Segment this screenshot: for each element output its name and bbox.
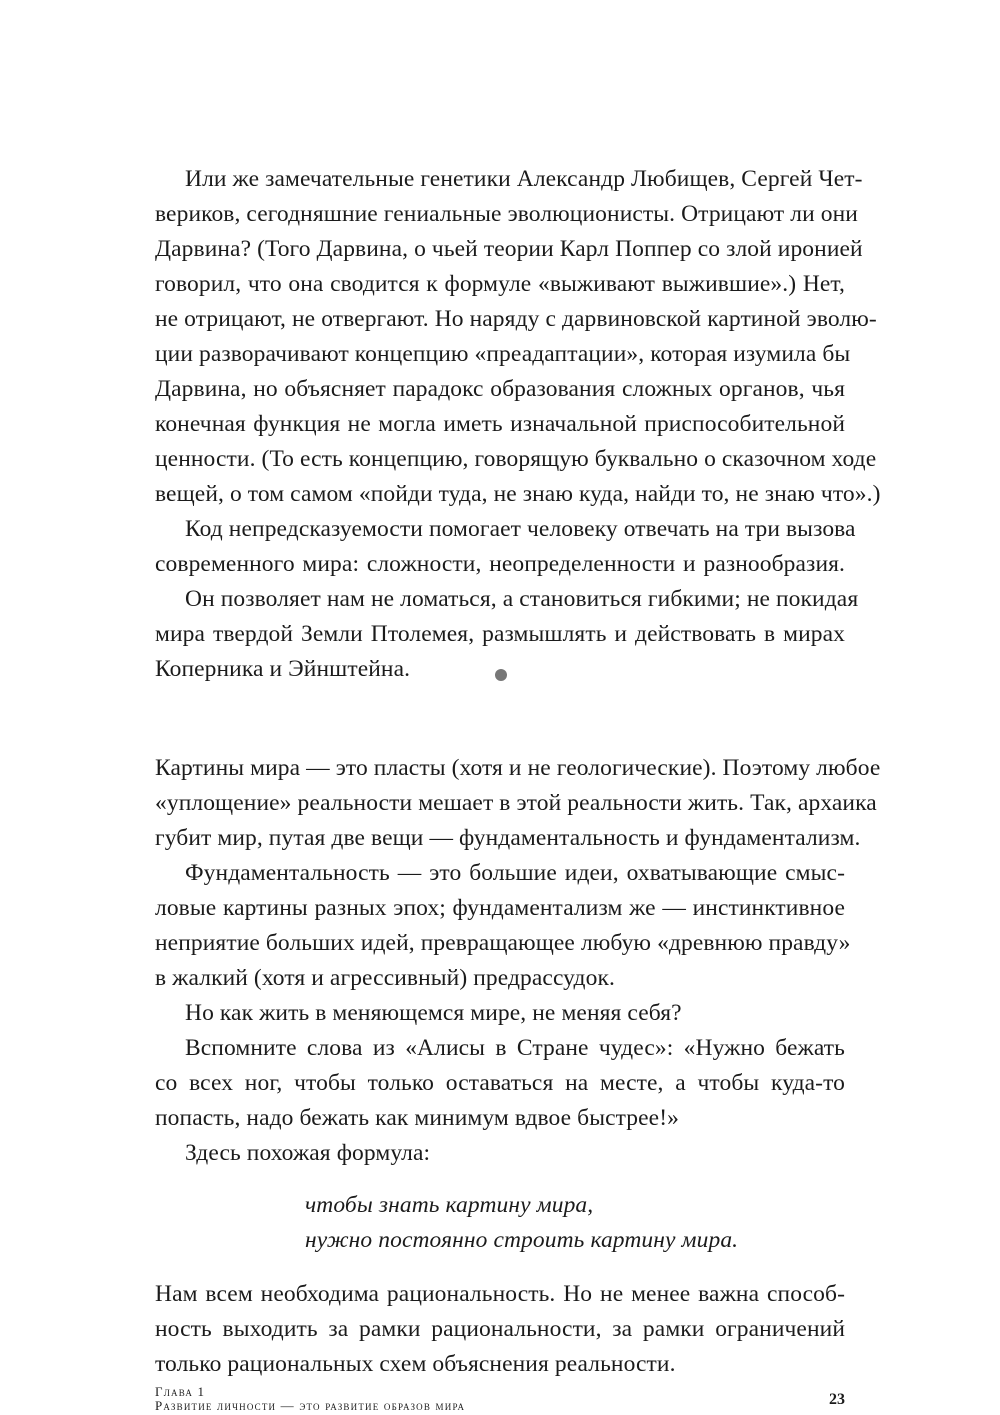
text-line: только рациональных схем объяснения реальности. — [155, 1351, 676, 1377]
text-line: конечная функция не могла иметь изначальной приспособительной — [155, 411, 845, 437]
text-line: мира твердой Земли Птолемея, размышлять и действовать в мирах — [155, 621, 845, 647]
footer-chapter-title: Развитие личности — это развитие образов мира — [155, 1398, 466, 1413]
text-line: Фундаментальность — это большие идеи, охватывающие смыс- — [185, 860, 845, 886]
quote-line: чтобы знать картину мира, — [305, 1192, 594, 1218]
book-page — [155, 0, 881, 1415]
text-line: ность выходить за рамки рациональности, за рамки ограничений — [155, 1316, 845, 1342]
text-line: не отрицают, не отвергают. Но наряду с дарвиновской картиной эволю- — [155, 306, 877, 332]
text-line: говорил, что она сводится к формуле «выживают выжившие».) Нет, — [155, 271, 845, 297]
text-line: в жалкий (хотя и агрессивный) предрассудок. — [155, 965, 615, 991]
page-number: 23 — [829, 1391, 845, 1408]
text-line: Дарвина, но объясняет парадокс образования сложных органов, чья — [155, 376, 845, 402]
text-line: ценности. (То есть концепцию, говорящую буквально о сказочном ходе — [155, 446, 877, 472]
text-line: современного мира: сложности, неопределенности и разнообразия. — [155, 551, 845, 577]
text-line: губит мир, путая две вещи — фундаментальность и фундаментализм. — [155, 825, 861, 851]
text-line: Нам всем необходима рациональность. Но не менее важна способ- — [155, 1281, 845, 1307]
text-line: попасть, надо бежать как минимум вдвое быстрее!» — [155, 1105, 679, 1131]
text-line: вещей, о том самом «пойди туда, не знаю куда, найди то, не знаю что».) — [155, 481, 881, 507]
text-line: Картины мира — это пласты (хотя и не геологические). Поэтому любое — [155, 755, 881, 781]
text-line: Дарвина? (Того Дарвина, о чьей теории Карл Поппер со злой иронией — [155, 236, 863, 262]
section-separator-dot — [495, 669, 507, 681]
footer-chapter: Глава 1 — [155, 1384, 206, 1399]
text-line: Или же замечательные генетики Александр Любищев, Сергей Чет- — [185, 166, 863, 192]
text-line: Вспомните слова из «Алисы в Стране чудес»: «Нужно бежать — [185, 1035, 845, 1061]
text-line: «уплощение» реальности мешает в этой реальности жить. Так, архаика — [155, 790, 877, 816]
text-line: Код непредсказуемости помогает человеку отвечать на три вызова — [185, 516, 856, 542]
text-line: вериков, сегодняшние гениальные эволюционисты. Отрицают ли они — [155, 201, 858, 227]
text-line: ловые картины разных эпох; фундаментализм же — инстинктивное — [155, 895, 845, 921]
quote-line: нужно постоянно строить картину мира. — [305, 1227, 739, 1253]
text-line: Коперника и Эйнштейна. — [155, 656, 411, 682]
text-line: ции разворачивают концепцию «преадаптации», которая изумила бы — [155, 341, 851, 367]
text-line: неприятие больших идей, превращающее любую «древнюю правду» — [155, 930, 851, 956]
text-line: Он позволяет нам не ломаться, а становиться гибкими; не покидая — [185, 586, 859, 612]
page-footer — [155, 1385, 845, 1413]
text-line: Здесь похожая формула: — [185, 1140, 431, 1166]
text-line: Но как жить в меняющемся мире, не меняя себя? — [185, 1000, 682, 1026]
text-line: со всех ног, чтобы только оставаться на месте, а чтобы куда-то — [155, 1070, 845, 1096]
